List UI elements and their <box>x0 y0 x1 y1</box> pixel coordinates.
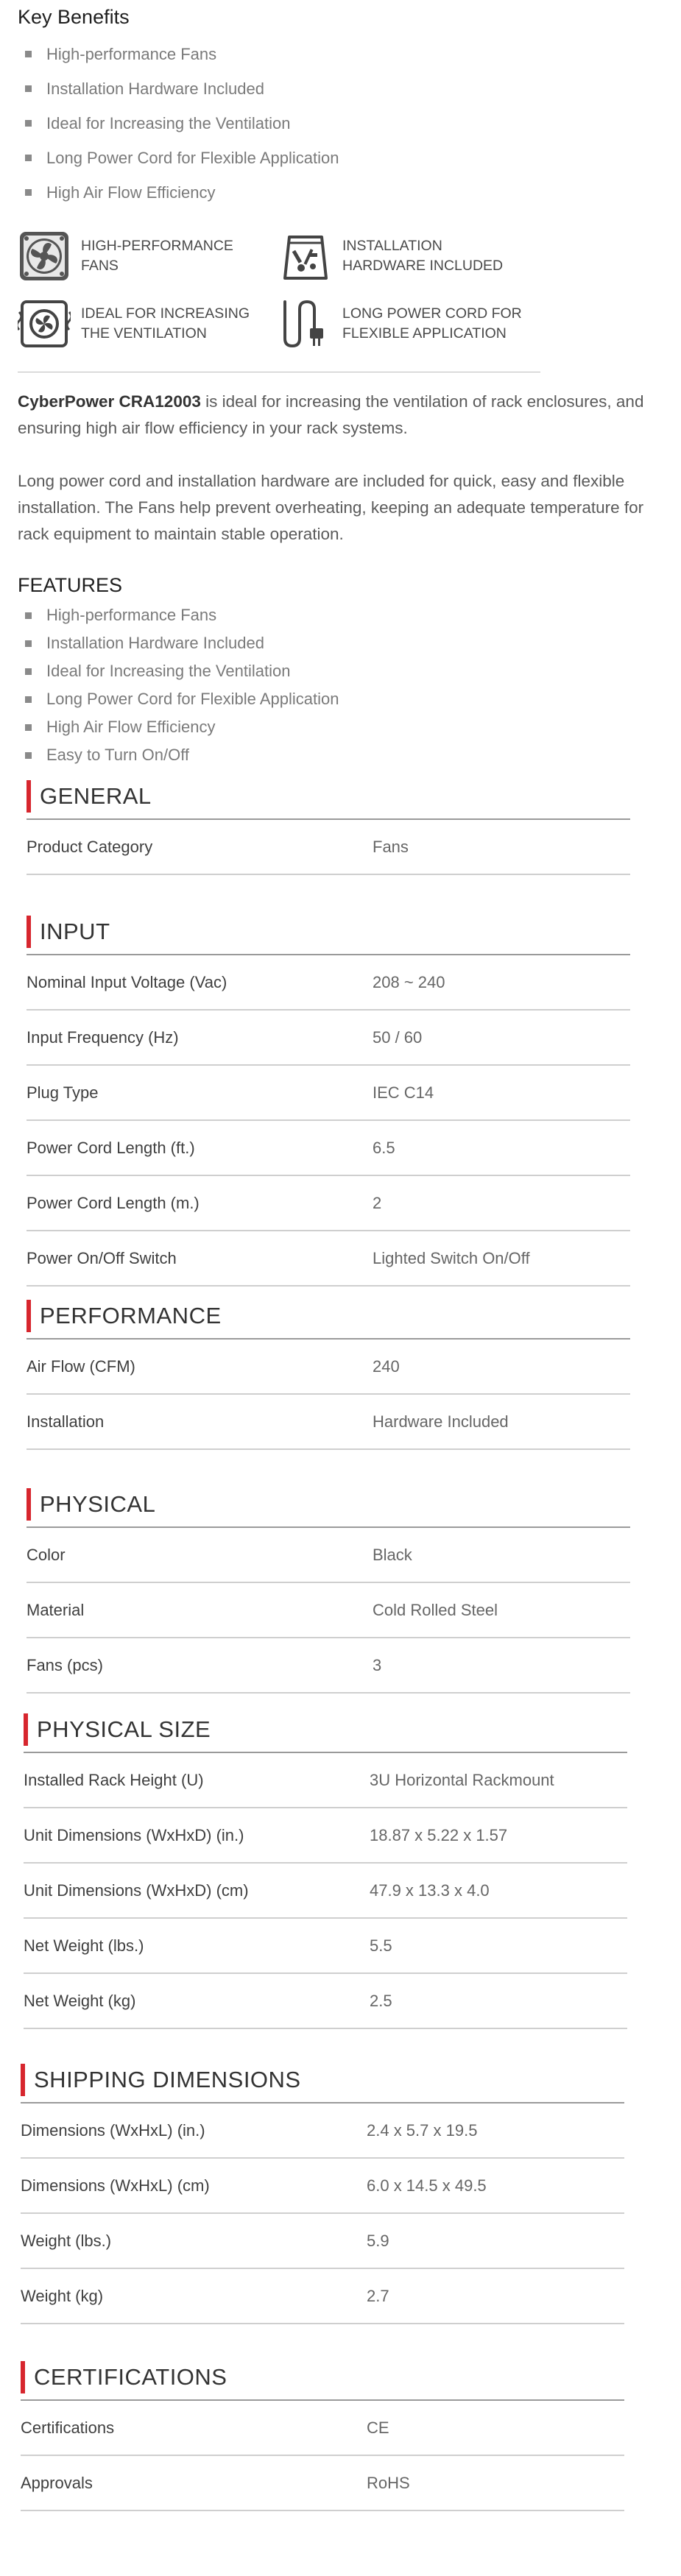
features-list <box>22 601 339 769</box>
list-item: High-performance Fans <box>22 601 339 629</box>
bullet-icon <box>25 752 32 759</box>
table-row: Input Frequency (Hz) 50 / 60 <box>27 1011 630 1066</box>
icon-label: IDEAL FOR INCREASING THE VENTILATION <box>81 305 250 342</box>
table-row: Nominal Input Voltage (Vac) 208 ~ 240 <box>27 955 630 1011</box>
bullet-icon <box>25 612 32 619</box>
table-row: Power Cord Length (m.) 2 <box>27 1176 630 1231</box>
spec-section-shipping-dimensions <box>21 2058 624 2324</box>
list-item: High Air Flow Efficiency <box>22 175 339 210</box>
table-row: Product Category Fans <box>27 820 630 875</box>
accent-bar <box>24 1713 28 1746</box>
list-item: Ideal for Increasing the Ventilation <box>22 657 339 685</box>
spec-section-input <box>27 910 630 1287</box>
feature-icon-ventilation <box>18 297 250 350</box>
table-row: Weight (kg) 2.7 <box>21 2269 624 2324</box>
bullet-icon <box>25 640 32 647</box>
table-row: Air Flow (CFM) 240 <box>27 1340 630 1395</box>
list-item: Installation Hardware Included <box>22 71 339 106</box>
bullet-icon <box>25 120 32 127</box>
table-row: Certifications CE <box>21 2401 624 2456</box>
ventilation-icon <box>18 297 71 350</box>
feature-icons <box>18 230 540 369</box>
list-item: High Air Flow Efficiency <box>22 713 339 741</box>
icon-label: LONG POWER CORD FOR FLEXIBLE APPLICATION <box>342 305 522 342</box>
section-header: PHYSICAL <box>27 1482 630 1528</box>
section-header: GENERAL <box>27 774 630 820</box>
spec-section-physical <box>27 1482 630 1694</box>
list-item: Ideal for Increasing the Ventilation <box>22 106 339 141</box>
table-row: Plug Type IEC C14 <box>27 1066 630 1121</box>
table-row: Installation Hardware Included <box>27 1395 630 1450</box>
list-item: Easy to Turn On/Off <box>22 741 339 769</box>
accent-bar <box>21 2361 25 2393</box>
power-cord-icon <box>279 297 332 350</box>
list-item: Long Power Cord for Flexible Application <box>22 141 339 175</box>
accent-bar <box>27 916 31 948</box>
table-row: Unit Dimensions (WxHxD) (in.) 18.87 x 5.22 x 1.57 <box>24 1808 627 1864</box>
spec-section-performance <box>27 1294 630 1450</box>
table-row: Power Cord Length (ft.) 6.5 <box>27 1121 630 1176</box>
table-row: Unit Dimensions (WxHxD) (cm) 47.9 x 13.3 x 4.0 <box>24 1864 627 1919</box>
table-row: Power On/Off Switch Lighted Switch On/Off <box>27 1231 630 1287</box>
section-header: PERFORMANCE <box>27 1294 630 1340</box>
icon-label: HIGH-PERFORMANCE FANS <box>81 238 233 274</box>
icon-label: INSTALLATION HARDWARE INCLUDED <box>342 238 504 274</box>
key-benefits-title: Key Benefits <box>18 6 130 28</box>
feature-icon-fans <box>18 230 233 283</box>
bullet-icon <box>25 696 32 703</box>
accent-bar <box>27 1300 31 1332</box>
list-item: High-performance Fans <box>22 37 339 71</box>
hardware-bag-icon <box>279 230 332 283</box>
feature-icon-power-cord <box>279 297 522 350</box>
spec-section-physical-size <box>24 1708 627 2029</box>
description-paragraph-1: CyberPower CRA12003 is ideal for increasing the ventilation of rack enclosures, and ensuring high air flow efficiency in your rack systems. <box>18 392 644 437</box>
list-item: Installation Hardware Included <box>22 629 339 657</box>
features-title: FEATURES <box>18 574 123 596</box>
accent-bar <box>27 1488 31 1521</box>
spec-section-general <box>27 774 630 875</box>
table-row: Fans (pcs) 3 <box>27 1638 630 1694</box>
table-row: Dimensions (WxHxL) (cm) 6.0 x 14.5 x 49.5 <box>21 2159 624 2214</box>
accent-bar <box>21 2064 25 2096</box>
accent-bar <box>27 780 31 813</box>
description-paragraph-2: Long power cord and installation hardware are included for quick, easy and flexible installation. The Fans help prevent overheating, keeping an adequate temperature for rack equipment to maintain stable operation. <box>18 472 644 543</box>
bullet-icon <box>25 51 32 57</box>
section-header: CERTIFICATIONS <box>21 2355 624 2401</box>
table-row: Approvals RoHS <box>21 2456 624 2511</box>
fan-icon <box>18 230 71 283</box>
section-header: INPUT <box>27 910 630 955</box>
table-row: Weight (lbs.) 5.9 <box>21 2214 624 2269</box>
key-benefits-list <box>22 37 339 210</box>
list-item: Long Power Cord for Flexible Application <box>22 685 339 713</box>
bullet-icon <box>25 155 32 161</box>
section-header: SHIPPING DIMENSIONS <box>21 2058 624 2103</box>
feature-icon-hardware <box>279 230 503 283</box>
bullet-icon <box>25 189 32 196</box>
table-row: Net Weight (lbs.) 5.5 <box>24 1919 627 1974</box>
bullet-icon <box>25 85 32 92</box>
section-header: PHYSICAL SIZE <box>24 1708 627 1753</box>
product-name: CyberPower CRA12003 <box>18 392 201 411</box>
table-row: Installed Rack Height (U) 3U Horizontal Rackmount <box>24 1753 627 1808</box>
table-row: Color Black <box>27 1528 630 1583</box>
bullet-icon <box>25 668 32 675</box>
spec-section-certifications <box>21 2355 624 2511</box>
table-row: Net Weight (kg) 2.5 <box>24 1974 627 2029</box>
table-row: Material Cold Rolled Steel <box>27 1583 630 1638</box>
bullet-icon <box>25 724 32 731</box>
table-row: Dimensions (WxHxL) (in.) 2.4 x 5.7 x 19.5 <box>21 2103 624 2159</box>
